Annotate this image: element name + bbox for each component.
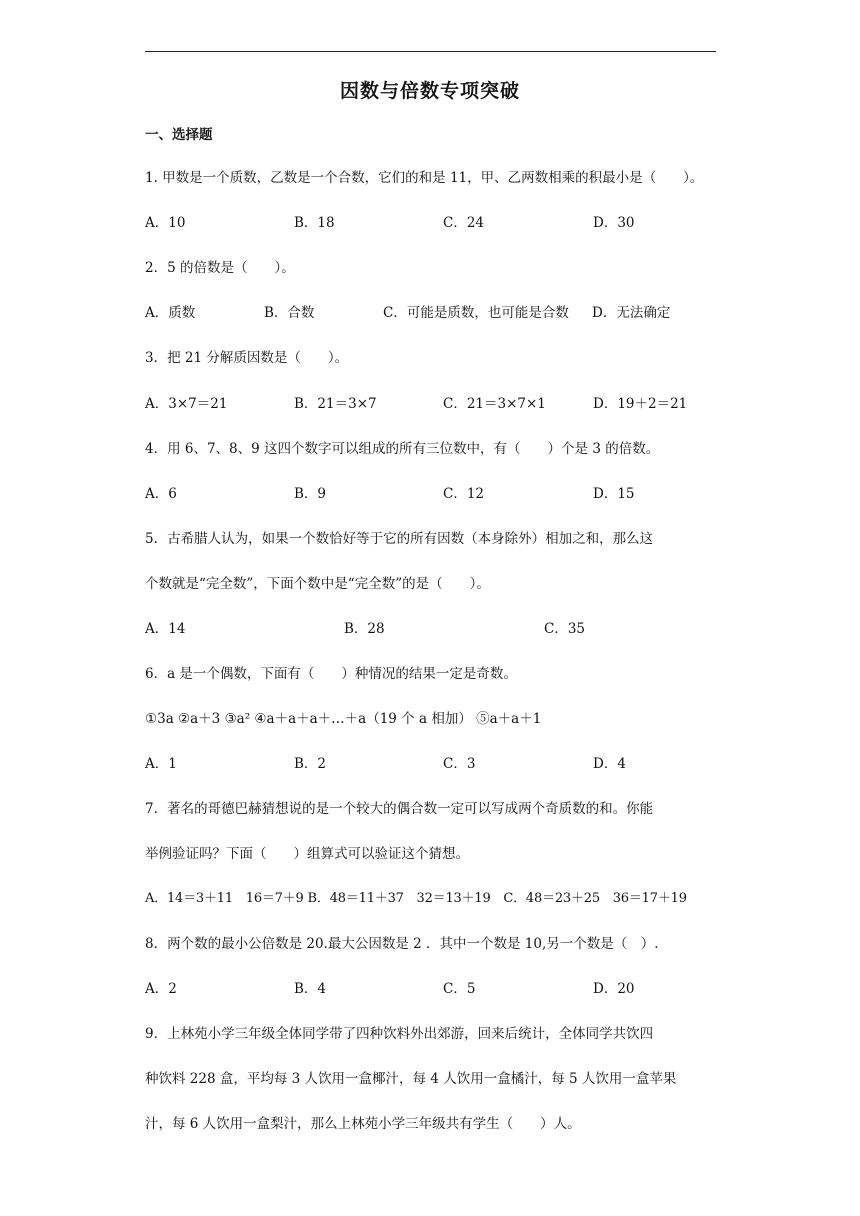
- q3-option-b: B．21＝3×7: [294, 396, 377, 412]
- q4-option-b: B．9: [294, 486, 327, 502]
- question-6-items: ①3a ②a＋3 ③a² ④a＋a＋a＋…＋a（19 个 a 相加） ⑤a＋a＋1: [145, 711, 542, 727]
- question-7-line-1: 7．著名的哥德巴赫猜想说的是一个较大的偶合数一定可以写成两个奇质数的和。你能: [145, 801, 654, 817]
- q1-option-b: B．18: [294, 215, 335, 231]
- q5-option-c: C．35: [544, 621, 586, 637]
- q6-option-b: B．2: [294, 756, 327, 772]
- q2-option-a: A．质数: [145, 305, 196, 321]
- header-rule: [145, 51, 716, 52]
- question-5-line-2: 个数就是“完全数”，下面个数中是“完全数”的是（ ）。: [145, 576, 490, 592]
- question-3: 3．把 21 分解质因数是（ ）。: [145, 350, 349, 366]
- q2-option-d: D．无法确定: [592, 305, 671, 321]
- q2-option-b: B．合数: [264, 305, 315, 321]
- q1-option-c: C．24: [443, 215, 485, 231]
- question-5-line-1: 5．古希腊人认为，如果一个数恰好等于它的所有因数（本身除外）相加之和，那么这: [145, 531, 654, 547]
- q3-option-d: D．19＋2＝21: [593, 396, 688, 412]
- q7-options: A．14＝3＋11 16＝7＋9 B．48＝11＋37 32＝13＋19 C．48＝23＋25 36＝17＋19: [145, 891, 687, 906]
- q5-option-b: B．28: [344, 621, 385, 637]
- question-9-line-3: 汁，每 6 人饮用一盒梨汁，那么上林苑小学三年级共有学生（ ）人。: [145, 1116, 581, 1132]
- question-6: 6．a 是一个偶数，下面有（ ）种情况的结果一定是奇数。: [145, 666, 517, 682]
- q2-option-c: C．可能是质数，也可能是合数: [383, 305, 569, 321]
- q6-option-a: A．1: [145, 756, 177, 772]
- q4-option-a: A．6: [145, 486, 177, 502]
- question-1: 1. 甲数是一个质数，乙数是一个合数，它们的和是 11，甲、乙两数相乘的积最小是（ ）。: [145, 170, 704, 186]
- q3-option-a: A．3×7＝21: [145, 396, 228, 412]
- question-9-line-2: 种饮料 228 盒，平均每 3 人饮用一盒椰汁，每 4 人饮用一盒橘汁，每 5 人饮用一盒苹果: [145, 1071, 677, 1087]
- question-8: 8．两个数的最小公倍数是 20.最大公因数是 2 ．其中一个数是 10,另一个数是（ ）.: [145, 936, 659, 952]
- question-2: 2．5 的倍数是（ ）。: [145, 260, 295, 276]
- q6-option-d: D．4: [593, 756, 626, 772]
- q8-option-b: B．4: [294, 981, 327, 997]
- q5-option-a: A．14: [145, 621, 186, 637]
- q8-option-a: A．2: [145, 981, 177, 997]
- q4-option-c: C．12: [443, 486, 485, 502]
- page-title: 因数与倍数专项突破: [339, 80, 520, 102]
- q8-option-c: C．5: [443, 981, 476, 997]
- q1-option-d: D．30: [593, 215, 635, 231]
- q1-option-a: A．10: [145, 215, 186, 231]
- section-heading: 一、选择题: [145, 127, 213, 143]
- q8-option-d: D．20: [593, 981, 635, 997]
- question-7-line-2: 举例验证吗？下面（ ）组算式可以验证这个猜想。: [145, 846, 469, 862]
- q3-option-c: C．21＝3×7×1: [443, 396, 546, 412]
- q6-option-c: C．3: [443, 756, 476, 772]
- q4-option-d: D．15: [593, 486, 635, 502]
- question-4: 4．用 6、7、8、9 这四个数字可以组成的所有三位数中，有（ ）个是 3 的倍数。: [145, 441, 660, 457]
- question-9-line-1: 9．上林苑小学三年级全体同学带了四种饮料外出郊游，回来后统计，全体同学共饮四: [145, 1026, 654, 1042]
